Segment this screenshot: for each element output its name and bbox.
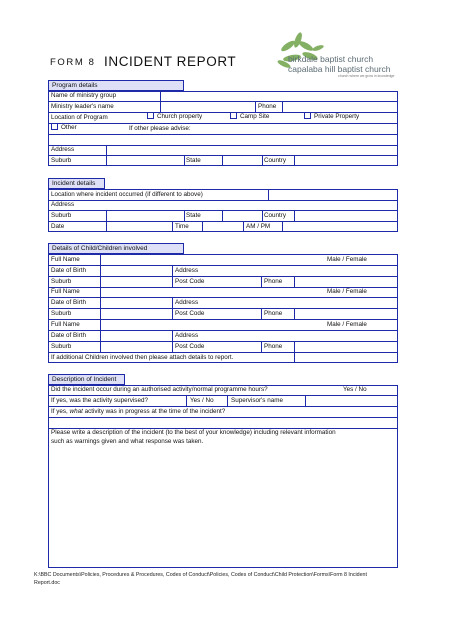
description-instructions-line1: Please write a description of the incident (to the best of your knowledge) including relevant information — [51, 429, 336, 436]
input-ministry-group[interactable] — [161, 92, 397, 101]
file-path-line1: K:\BBC Documents\Policies, Procedures & Procedures, Codes of Conduct\Policies, Codes of Conduct\Child Protection\Forms\Form 8 Incident — [34, 572, 367, 578]
label-child3-dob: Date of Birth — [51, 332, 86, 339]
checkbox-church-property[interactable]: Church property — [147, 112, 202, 122]
church-name-1: birkdale baptist church — [288, 54, 374, 64]
input-program-address[interactable] — [107, 146, 397, 155]
label-program-state: State — [186, 157, 201, 164]
label-incident-suburb: Suburb — [51, 212, 72, 219]
page-title: INCIDENT REPORT — [104, 54, 237, 69]
input-leader-name[interactable] — [161, 103, 254, 112]
label-ministry-group: Name of ministry group — [51, 92, 117, 99]
section-header-incident: Incident details — [48, 178, 105, 189]
section-header-program: Program details — [48, 80, 184, 91]
label-child2-phone: Phone — [264, 310, 283, 317]
input-supervisor-name[interactable] — [306, 396, 397, 405]
label-child1-phone: Phone — [264, 278, 283, 285]
input-incident-location[interactable] — [269, 190, 397, 199]
checkbox-icon — [147, 112, 154, 119]
answer-supervised-yes-no[interactable]: Yes / No — [190, 397, 214, 404]
label-child2-postcode: Post Code — [175, 310, 205, 317]
label-location-program: Location of Program — [51, 114, 108, 121]
label-incident-state: State — [186, 212, 201, 219]
label-incident-date: Date — [51, 223, 65, 230]
label-incident-address: Address — [51, 201, 75, 208]
label-child2-address: Address — [175, 299, 199, 306]
input-leader-phone[interactable] — [283, 103, 397, 112]
label-child1-gender: Male / Female — [327, 256, 367, 263]
label-if-other: If other please advise: — [129, 125, 191, 132]
label-leader-name: Ministry leader's name — [51, 103, 114, 110]
label-leader-phone: Phone — [258, 103, 277, 110]
checkbox-icon — [304, 112, 311, 119]
label-child3-postcode: Post Code — [175, 343, 205, 350]
label-incident-location: Location where incident occurred (if different to above) — [51, 191, 203, 198]
church-tagline: church where we grow in knowledge — [338, 74, 395, 78]
checkbox-icon — [51, 123, 58, 130]
label-child2-suburb: Suburb — [51, 310, 72, 317]
checkbox-icon — [230, 112, 237, 119]
label-program-suburb: Suburb — [51, 157, 72, 164]
input-description-text[interactable] — [49, 447, 397, 567]
label-child2-fullname: Full Name — [51, 288, 80, 295]
checkbox-other[interactable]: Other — [51, 123, 77, 133]
question-authorised-activity: Did the incident occur during an authorised activity/normal programme hours? — [51, 386, 268, 393]
question-activity-in-progress: If yes, what activity was in progress at the time of the incident? — [51, 408, 226, 415]
label-child3-address: Address — [175, 332, 199, 339]
label-incident-country: Country — [264, 212, 287, 219]
label-child2-dob: Date of Birth — [51, 299, 86, 306]
label-child1-address: Address — [175, 267, 199, 274]
label-child1-suburb: Suburb — [51, 278, 72, 285]
label-program-country: Country — [264, 157, 287, 164]
answer-authorised-yes-no[interactable]: Yes / No — [343, 386, 367, 393]
description-instructions-line2: such as warnings given and what response was taken. — [51, 438, 204, 445]
label-incident-time: Time — [175, 223, 189, 230]
input-incident-date[interactable] — [107, 222, 171, 231]
file-path-line2: Report.doc — [34, 580, 60, 586]
label-child1-fullname: Full Name — [51, 256, 80, 263]
input-if-other[interactable] — [220, 124, 397, 133]
label-child2-gender: Male / Female — [327, 288, 367, 295]
church-logo — [276, 32, 406, 78]
checkbox-camp-site[interactable]: Camp Site — [230, 112, 269, 122]
section-header-description: Description of Incident — [48, 374, 125, 385]
form-number: FORM 8 — [50, 57, 96, 68]
question-supervised: If yes, was the activity supervised? — [51, 397, 148, 404]
checkbox-private-property[interactable]: Private Property — [304, 112, 359, 122]
section-header-children: Details of Child/Children involved — [48, 243, 184, 254]
label-child1-dob: Date of Birth — [51, 267, 86, 274]
label-supervisor-name: Supervisor's name — [231, 397, 283, 404]
church-name-2: capalaba hill baptist church — [288, 64, 391, 74]
label-child3-phone: Phone — [264, 343, 283, 350]
label-child3-gender: Male / Female — [327, 321, 367, 328]
additional-children-note: If additional Children involved then please attach details to report. — [51, 354, 234, 361]
label-child3-suburb: Suburb — [51, 343, 72, 350]
label-child3-fullname: Full Name — [51, 321, 80, 328]
label-child1-postcode: Post Code — [175, 278, 205, 285]
label-program-address: Address — [51, 146, 75, 153]
label-incident-ampm: AM / PM — [246, 223, 271, 230]
